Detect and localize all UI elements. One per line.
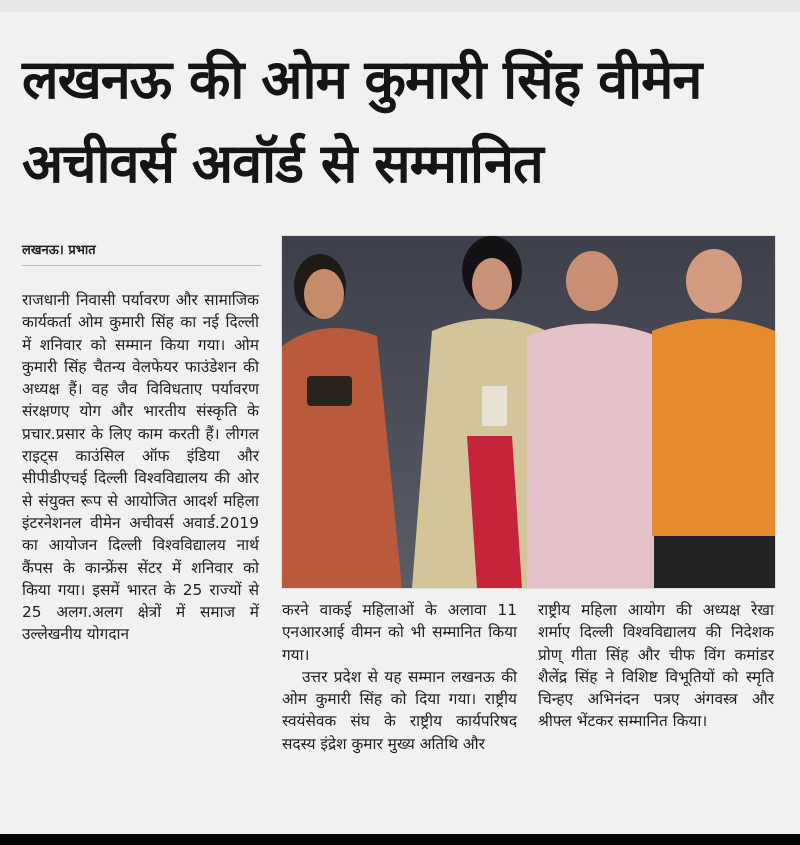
photo-illustration: [282, 236, 775, 588]
column-1-text: राजधानी निवासी पर्यावरण और सामाजिक कार्यकर्ता ओम कुमारी सिंह का नई दिल्ली में शनिवार को सम्मान किया गया। ओम कुमारी सिंह चैतन्य वेलफेयर फाउंडेशन की अध्यक्ष हैं। वह जैव विविधताए पर्यावरण संरक्षणए योग और भारतीय संस्कृति के प्रचार.प्रसार के लिए काम करती हैं। लीगल राइट्स काउंसिल ऑफ इंडिया और सीपीडीएचई दिल्ली विश्वविद्यालय की ओर से संयुक्त रूप से आयोजित आदर्श महिला इंटरनेशनल वीमेन अचीवर्स अवार्ड.2019 का आयोजन दिल्ली विश्वविद्यालय नार्थ कैंपस के कान्फ्रेंस सेंटर में शनिवार को किया गया। इसमें भारत के 25 राज्यों से 25 अलग.अलग क्षेत्रों में समाज में उल्लेखनीय योगदान: [22, 291, 259, 644]
dateline-divider: [22, 265, 262, 266]
column-2-paragraph-2: उत्तर प्रदेश से यह सम्मान लखनऊ की ओम कुमारी सिंह को दिया गया। राष्ट्रीय स्वयंसेवक संघ के राष्ट्रीय कार्यपरिषद सदस्य इंद्रेश कुमार मुख्य अतिथि और: [282, 667, 517, 753]
award-ceremony-photo: [281, 235, 776, 589]
headline: [22, 38, 782, 206]
headline-line-2: अचीवर्स अवॉर्ड से सम्मानित: [22, 132, 543, 195]
column-3-text: राष्ट्रीय महिला आयोग की अध्यक्ष रेखा शर्माए दिल्ली विश्वविद्यालय की निदेशक प्रोण् गीता सिंह और चीफ विंग कमांडर शैलेंद्र सिंह ने विशिष्ट विभूतियों को स्मृति चिन्हए अभिनंदन पत्रए अंगवस्त्र और श्रीफ्ल भेंटकर सम्मानित किया।: [538, 601, 774, 731]
bottom-border: [0, 834, 800, 845]
top-margin: [0, 0, 800, 12]
headline-line-1: लखनऊ की ओम कुमारी सिंह वीमेन: [22, 48, 702, 111]
article-column-3: [538, 599, 774, 733]
article-column-1: [22, 289, 259, 646]
article-column-2: [282, 599, 517, 755]
column-2-paragraph-1: करने वाकई महिलाओं के अलावा 11 एनआरआई वीमन को भी सम्मानित किया गया।: [282, 601, 517, 664]
dateline: लखनऊ। प्रभात: [22, 243, 96, 258]
